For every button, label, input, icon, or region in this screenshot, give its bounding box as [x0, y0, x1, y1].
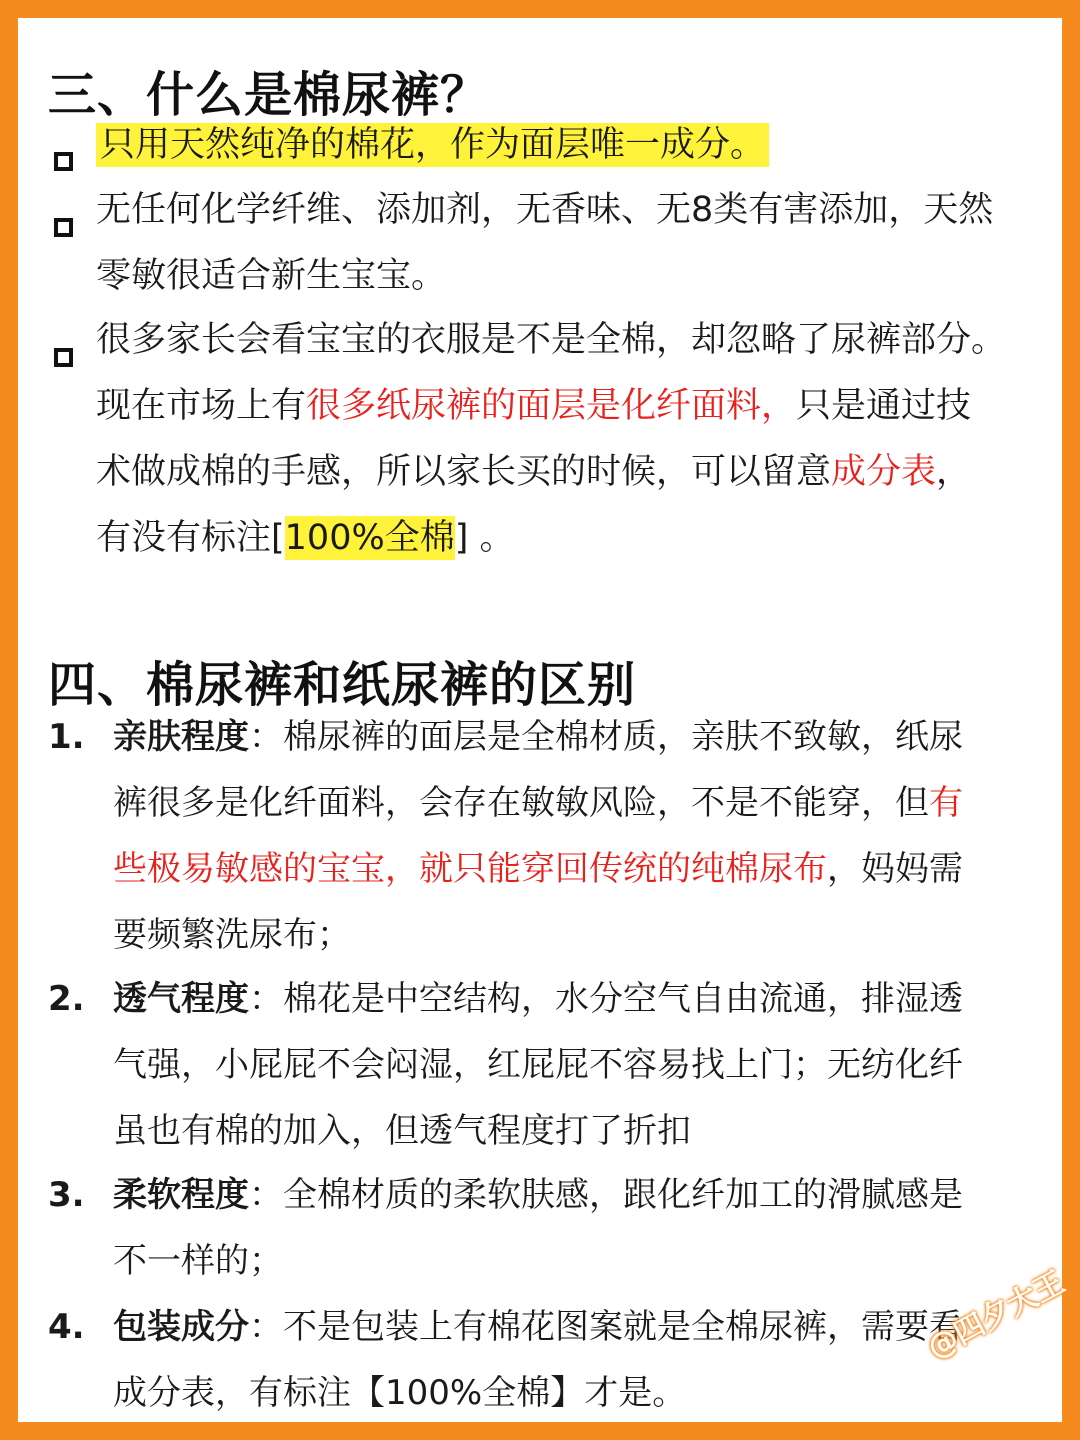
item-term: 透气程度 — [113, 979, 249, 1019]
text-run: ：全棉材质的柔软肤感，跟化纤加工的滑腻感是 — [249, 1175, 963, 1215]
bullet-text-1 — [96, 123, 769, 167]
text-run: ] 。 — [454, 518, 515, 558]
list-number-1: 1. — [48, 717, 85, 757]
list-item-4-line2: 成分表，有标注【100%全棉】才是。 — [113, 1373, 687, 1413]
red-emphasis: 些极易敏感的宝宝，就只能穿回传统的纯棉尿布 — [113, 849, 827, 889]
bullet-text-2-line2: 零敏很适合新生宝宝。 — [96, 256, 447, 296]
checkbox-icon — [54, 152, 73, 171]
list-item-3-line1 — [113, 1173, 963, 1217]
list-number-4: 4. — [48, 1307, 85, 1347]
checkbox-icon — [54, 218, 73, 237]
list-item-4-line1 — [113, 1305, 963, 1349]
list-item-2-line3: 虽也有棉的加入，但透气程度打了折扣 — [113, 1111, 691, 1151]
section-heading-3: 三、什么是棉尿裤？ — [48, 67, 490, 123]
list-item-1-line3 — [113, 847, 963, 891]
bullet-text-3-line1: 很多家长会看宝宝的衣服是不是全棉，却忽略了尿裤部分。 — [96, 320, 1007, 360]
highlighted-text: 100%全棉 — [284, 518, 455, 558]
bullet-text-2-line1: 无任何化学纤维、添加剂，无香味、无8类有害添加，天然 — [96, 190, 994, 230]
list-item-2-line2: 气强，小屁屁不会闷湿，红屁屁不容易找上门；无纺化纤 — [113, 1045, 963, 1085]
bullet-text-3-line3 — [96, 450, 971, 494]
text-run: 裤很多是化纤面料，会存在敏敏风险，不是不能穿，但 — [113, 783, 929, 823]
item-term: 包装成分 — [113, 1307, 249, 1347]
list-item-1-line4: 要频繁洗尿布； — [113, 915, 351, 955]
list-item-1-line1 — [113, 715, 963, 759]
section-heading-4: 四、棉尿裤和纸尿裤的区别 — [48, 657, 637, 713]
bullet-text-3-line4 — [96, 516, 515, 560]
item-term: 柔软程度 — [113, 1175, 249, 1215]
bullet-text-3-line2 — [96, 384, 971, 428]
list-number-3: 3. — [48, 1175, 85, 1215]
text-run: ：棉花是中空结构，水分空气自由流通，排湿透 — [249, 979, 963, 1019]
text-run: 有没有标注[ — [96, 518, 285, 558]
list-item-1-line2 — [113, 781, 963, 825]
text-run: 术做成棉的手感，所以家长买的时候，可以留意 — [96, 452, 832, 492]
red-emphasis: 有 — [929, 783, 963, 823]
list-item-2-line1 — [113, 977, 963, 1021]
text-run: ， — [936, 452, 972, 492]
text-run: ：不是包装上有棉花图案就是全棉尿裤，需要看 — [249, 1307, 963, 1347]
watermark: @四夕大王 — [921, 1264, 1071, 1366]
list-item-3-line2: 不一样的； — [113, 1241, 283, 1281]
checkbox-icon — [54, 348, 73, 367]
text-run: ，妈妈需 — [827, 849, 963, 889]
list-number-2: 2. — [48, 979, 85, 1019]
highlighted-text: 只用天然纯净的棉花，作为面层唯一成分。 — [96, 123, 769, 167]
red-emphasis: 很多纸尿裤的面层是化纤面料， — [306, 386, 797, 426]
item-term: 亲肤程度 — [113, 717, 249, 757]
text-run: ：棉尿裤的面层是全棉材质，亲肤不致敏，纸尿 — [249, 717, 963, 757]
text-run: 只是通过技 — [796, 386, 972, 426]
content-card — [18, 18, 1071, 1422]
text-run: 现在市场上有 — [96, 386, 307, 426]
red-emphasis: 成分表 — [831, 452, 937, 492]
